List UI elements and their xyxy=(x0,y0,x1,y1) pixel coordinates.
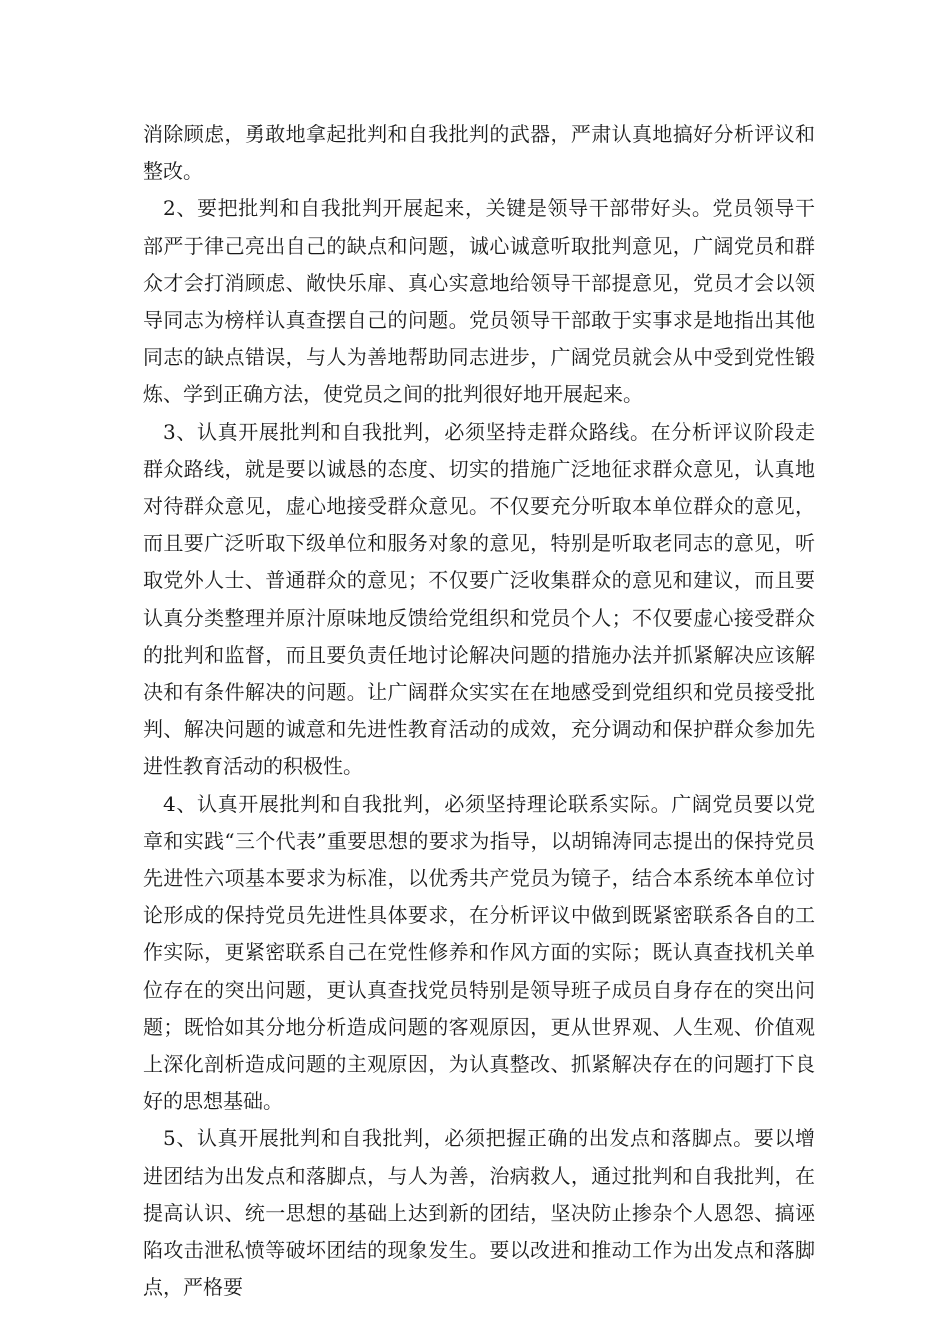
paragraph-continuation: 消除顾虑，勇敢地拿起批判和自我批判的武器，严肃认真地搞好分析评议和整改。 xyxy=(143,122,815,184)
paragraph-item-2: 2、要把批判和自我批判开展起来，关键是领导干部带好头。党员领导干部严于律己亮出自己的缺点和问题，诚心诚意听取批判意见，广阔党员和群众才会打消顾虑、敞快乐扉、真心实意地给领导干部提意见，党员才会以领导同志为榜样认真查摆自己的问题。党员领导干部敢于实事求是地指出其他同志的缺点错误，与人为善地帮助同志进步，广阔党员就会从中受到党性锻炼、学到正确方法，使党员之间的批判很好地开展起来。 xyxy=(143,196,815,407)
paragraph-item-3: 3、认真开展批判和自我批判，必须坚持走群众路线。在分析评议阶段走群众路线，就是要以诚恳的态度、切实的措施广泛地征求群众意见，认真地对待群众意见，虚心地接受群众意见。不仅要充分听取本单位群众的意见，而且要广泛听取下级单位和服务对象的意见，特别是听取老同志的意见，听取党外人士、普通群众的意见；不仅要广泛收集群众的意见和建议，而且要认真分类整理并原汁原味地反馈给党组织和党员个人；不仅要虚心接受群众的批判和监督，而且要负责任地讨论解决问题的措施办法并抓紧解决应该解决和有条件解决的问题。让广阔群众实实在在地感受到党组织和党员接受批判、解决问题的诚意和先进性教育活动的成效，充分调动和保护群众参加先进性教育活动的积极性。 xyxy=(143,419,815,779)
document-body xyxy=(143,116,815,1307)
paragraph-item-5: 5、认真开展批判和自我批判，必须把握正确的出发点和落脚点。要以增进团结为出发点和落脚点，与人为善，治病救人，通过批判和自我批判，在提高认识、统一思想的基础上达到新的团结，坚决防止掺杂个人恩怨、搞诬陷攻击泄私愤等破坏团结的现象发生。要以改进和推动工作为出发点和落脚点，严格要 xyxy=(143,1126,815,1300)
paragraph-item-4: 4、认真开展批判和自我批判，必须坚持理论联系实际。广阔党员要以党章和实践“三个代表”重要思想的要求为指导，以胡锦涛同志提出的保持党员先进性六项基本要求为标准，以优秀共产党员为镜子，结合本系统本单位讨论形成的保持党员先进性具体要求，在分析评议中做到既紧密联系各自的工作实际，更紧密联系自己在党性修养和作风方面的实际；既认真查找机关单位存在的突出问题，更认真查找党员特别是领导班子成员自身存在的突出问题；既恰如其分地分析造成问题的客观原因，更从世界观、人生观、价值观上深化剖析造成问题的主观原因，为认真整改、抓紧解决存在的问题打下良好的思想基础。 xyxy=(143,791,815,1114)
